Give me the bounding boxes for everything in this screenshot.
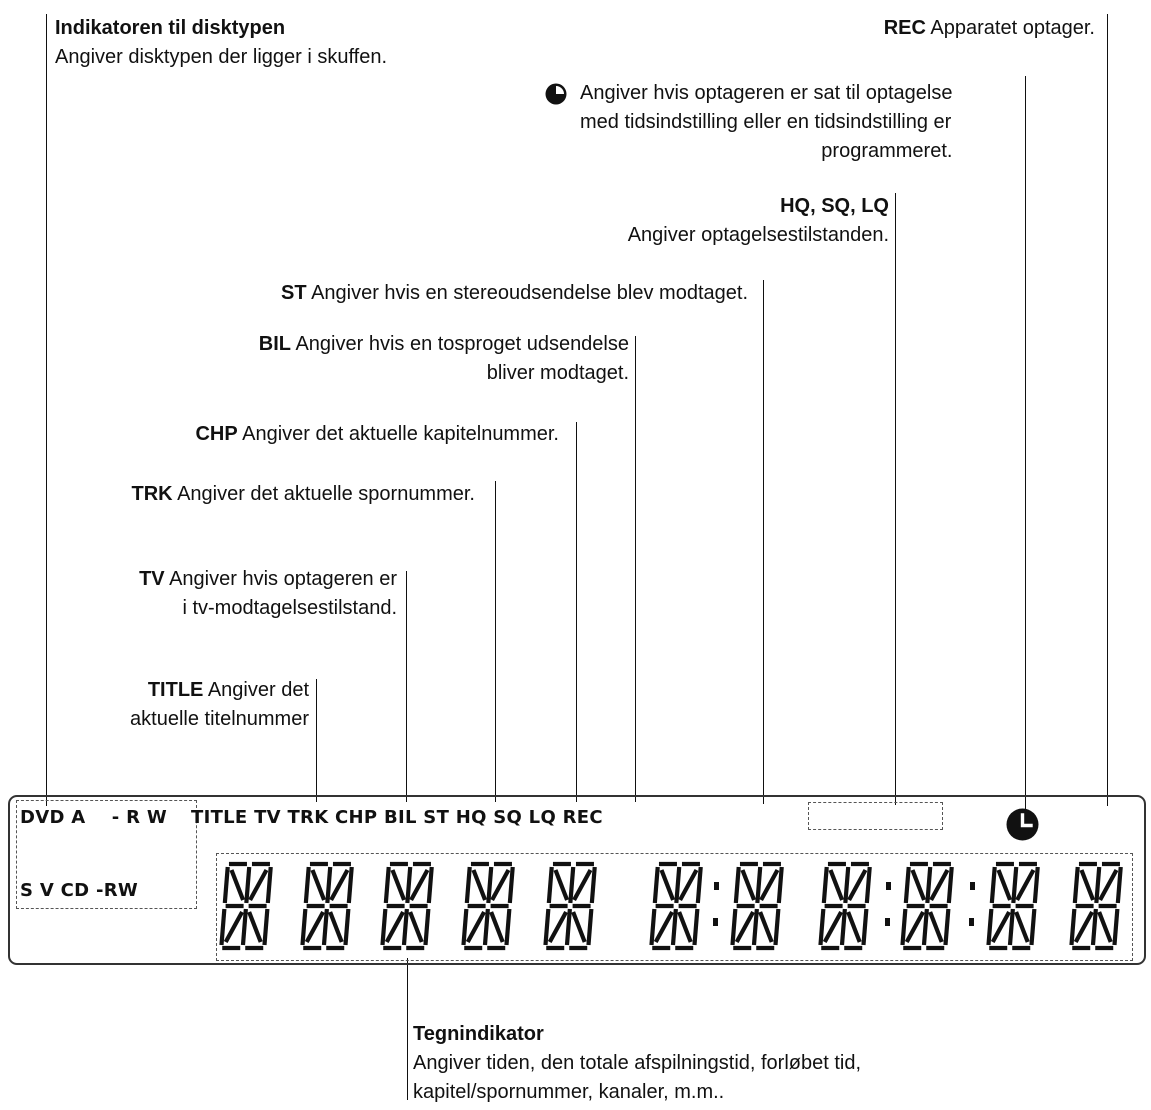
bil-key: BIL bbox=[258, 333, 291, 355]
char-indicator-callout bbox=[413, 1020, 861, 1107]
timer-callout bbox=[580, 79, 952, 166]
quality-key: HQ, SQ, LQ bbox=[780, 195, 889, 217]
trk-key: TRK bbox=[131, 483, 173, 505]
trk-desc: Angiver det aktuelle spornummer. bbox=[177, 483, 475, 505]
status-indicators: TITLE TV TRK CHP BIL ST HQ SQ LQ REC bbox=[191, 807, 603, 828]
timer-line1: Angiver hvis optageren er sat til optagelse bbox=[580, 82, 953, 104]
tv-desc1: Angiver hvis optageren er bbox=[169, 568, 397, 590]
chp-callout bbox=[195, 420, 559, 449]
segment-digit bbox=[299, 861, 359, 951]
time-colon bbox=[969, 880, 977, 935]
clock-indicator-icon bbox=[1006, 808, 1039, 841]
disc-type-desc: Angiver disktypen der ligger i skuffen. bbox=[55, 46, 388, 68]
segment-digit bbox=[1068, 861, 1128, 951]
char-indicator-line1: Angiver tiden, den totale afspilningstid, forløbet tid, bbox=[413, 1052, 862, 1074]
segment-digit bbox=[460, 861, 520, 951]
chp-desc: Angiver det aktuelle kapitelnummer. bbox=[242, 423, 559, 445]
rec-leader bbox=[1107, 14, 1108, 806]
segment-digit bbox=[379, 861, 439, 951]
st-leader bbox=[763, 280, 764, 804]
segment-digit bbox=[648, 861, 708, 951]
segment-digit bbox=[729, 861, 789, 951]
bil-desc1: Angiver hvis en tosproget udsendelse bbox=[295, 333, 629, 355]
timer-line2: med tidsindstilling eller en tidsindstilling er bbox=[580, 111, 952, 133]
char-indicator-leader bbox=[407, 958, 408, 1100]
disc-type-title: Indikatoren til disktypen bbox=[55, 17, 286, 39]
quality-box bbox=[808, 802, 943, 830]
chp-key: CHP bbox=[195, 423, 238, 445]
timer-line3: programmeret. bbox=[821, 140, 953, 162]
trk-leader bbox=[495, 481, 496, 802]
title-key: TITLE bbox=[147, 679, 204, 701]
quality-leader bbox=[895, 193, 896, 805]
title-desc1: Angiver det bbox=[207, 679, 309, 701]
bil-leader bbox=[635, 336, 636, 802]
disc-indicator-row1: DVD A - R W bbox=[20, 807, 167, 828]
quality-desc: Angiver optagelsestilstanden. bbox=[627, 224, 889, 246]
rec-desc: Apparatet optager. bbox=[930, 17, 1095, 39]
disc-type-callout bbox=[55, 14, 387, 72]
char-indicator-line2: kapitel/spornummer, kanaler, m.m.. bbox=[413, 1081, 725, 1103]
timer-leader bbox=[1025, 76, 1026, 811]
segment-digit bbox=[899, 861, 959, 951]
segment-digit bbox=[817, 861, 877, 951]
rec-key: REC bbox=[883, 17, 926, 39]
st-desc: Angiver hvis en stereoudsendelse blev modtaget. bbox=[311, 282, 748, 304]
bil-callout bbox=[259, 330, 629, 388]
title-callout bbox=[130, 676, 309, 734]
chp-leader bbox=[576, 422, 577, 802]
tv-desc2: i tv-modtagelsestilstand. bbox=[182, 597, 397, 619]
segment-digit bbox=[542, 861, 602, 951]
title-leader bbox=[316, 679, 317, 802]
title-desc2: aktuelle titelnummer bbox=[130, 708, 309, 730]
disc-type-leader bbox=[46, 14, 47, 806]
rec-callout bbox=[884, 14, 1095, 43]
segment-digit bbox=[218, 861, 278, 951]
time-colon bbox=[713, 880, 721, 935]
time-colon bbox=[885, 880, 893, 935]
trk-callout bbox=[132, 480, 476, 509]
tv-leader bbox=[406, 571, 407, 802]
segment-digit bbox=[985, 861, 1045, 951]
quality-callout bbox=[628, 192, 889, 250]
char-indicator-title: Tegnindikator bbox=[413, 1023, 544, 1045]
bil-desc2: bliver modtaget. bbox=[486, 362, 629, 384]
tv-callout bbox=[139, 565, 397, 623]
st-key: ST bbox=[281, 282, 307, 304]
tv-key: TV bbox=[139, 568, 165, 590]
disc-indicator-row2: S V CD -RW bbox=[20, 880, 139, 901]
st-callout bbox=[281, 279, 748, 308]
clock-icon bbox=[545, 83, 567, 105]
